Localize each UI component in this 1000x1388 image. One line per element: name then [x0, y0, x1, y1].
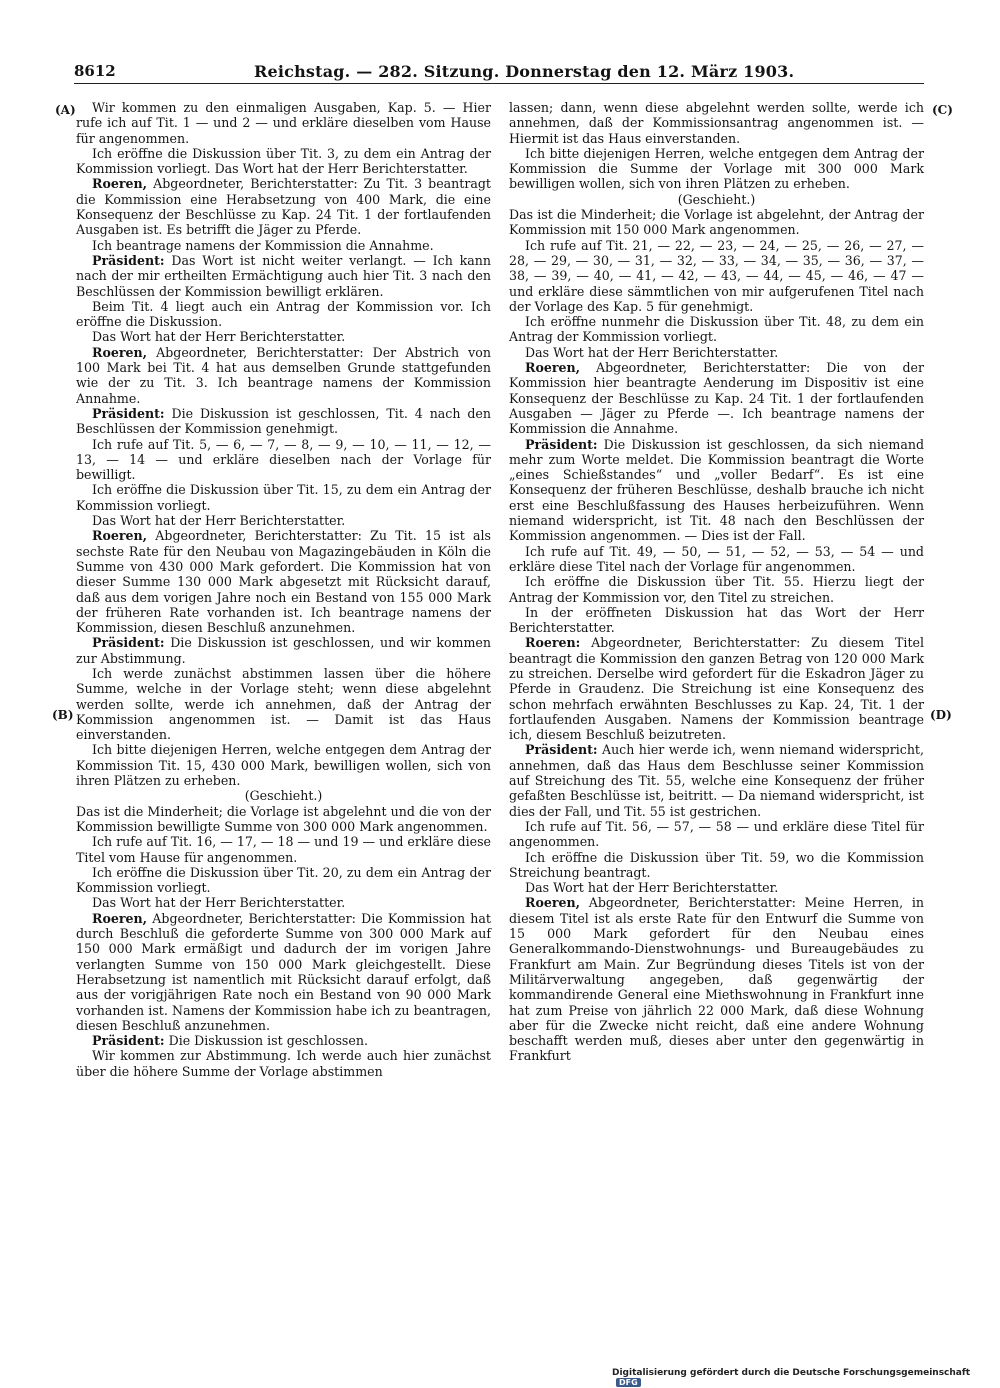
paragraph: [509, 850, 924, 881]
paragraph-text: Ich beantrage namens der Kommission die Annahme.: [92, 237, 434, 253]
paragraph-text: Abgeordneter, Berichterstatter: Die von der Kommission hier beantragte Aenderung im Dispositiv ist eine Konsequenz der Beschlüsse zu Kap. 24 Tit. 1 der fortlaufenden Ausgaben — Jäger zu Pferde —. Ich beantrage namens der Kommission die Annahme.: [509, 360, 924, 437]
paragraph: [76, 834, 491, 865]
speaker-name: Präsident:: [92, 252, 165, 268]
paragraph-text: Auch hier werde ich, wenn niemand widerspricht, annehmen, daß das Haus dem Beschlusse seiner Kommission auf Streichung des Tit. 55, welche eine Konsequenz der früher gefaßten Beschlüsse ist, beitritt. — Da niemand widerspricht, ist dies der Fall, und Tit. 55 ist gestrichen.: [509, 742, 924, 819]
margin-marker-c: (C): [932, 103, 953, 117]
paragraph-text: Das Wort ist nicht weiter verlangt. — Ich kann nach der mir ertheilten Ermächtigung auch hier Tit. 3 nach den Beschlüssen der Kommission bewilligt erklären.: [76, 252, 491, 299]
page-number: 8612: [74, 62, 116, 80]
paragraph: [76, 513, 491, 528]
paragraph-text: Abgeordneter, Berichterstatter: Zu Tit. 15 ist als sechste Rate für den Neubau von Magazingebäuden in Köln die Summe von 430 000 Mark gefordert. Die Kommission hat von dieser Summe 130 000 Mark abgesetzt mit Rücksicht darauf, daß aus dem vorigen Jahre noch ein Bestand von 155 000 Mark der früheren Rate vorhanden ist. Ich beantrage namens der Kommission, diesen Beschluß anzunehmen.: [76, 528, 491, 636]
right-column: [509, 100, 924, 1064]
paragraph: [509, 605, 924, 636]
paragraph-text: Ich rufe auf Tit. 56, — 57, — 58 — und erkläre diese Titel für angenommen.: [509, 818, 924, 850]
paragraph: [76, 911, 491, 1033]
running-title: Reichstag. — 282. Sitzung. Donnerstag den 12. März 1903.: [254, 62, 795, 81]
paragraph: [76, 437, 491, 483]
paragraph: [509, 207, 924, 238]
paragraph-text: Ich bitte diejenigen Herren, welche entgegen dem Antrag der Kommission Tit. 15, 430 000 Mark, bewilligen wollen, sich von ihren Plätzen zu erheben.: [76, 742, 491, 789]
paragraph-text: Das Wort hat der Herr Berichterstatter.: [92, 329, 346, 345]
paragraph-text: Ich werde zunächst abstimmen lassen über die höhere Summe, welche in der Vorlage steht; wenn diese abgelehnt werden sollte, werde ich annehmen, daß der Antrag der Kommission angenommen ist. — Damit ist das Haus einverstanden.: [76, 665, 491, 743]
paragraph: [76, 804, 491, 835]
paragraph: [76, 299, 491, 330]
paragraph-text: Abgeordneter, Berichterstatter: Zu diesem Titel beantragt die Kommission den ganzen Betrag von 120 000 Mark zu streichen. Derselbe wird gefordert für die Eskadron Jäger zu Pferde in Graudenz. Die Streichung ist eine Konsequenz des schon mehrfach erwähnten Beschlusses zu Kap. 24, Tit. 1 der fortlaufenden Ausgaben. Namens der Kommission beantrage ich, diesem Beschluß beizutreten.: [509, 635, 924, 743]
paragraph: [509, 574, 924, 605]
paragraph-text: Abgeordneter, Berichterstatter: Der Abstrich von 100 Mark bei Tit. 4 hat aus demselben Grunde stattgefunden wie der zu Tit. 3. Ich beantrage namens der Kommission Annahme.: [76, 344, 491, 406]
paragraph-text: Abgeordneter, Berichterstatter: Die Kommission hat durch Beschluß die geforderte Summe von 300 000 Mark auf 150 000 Mark ermäßigt und dadurch der im vorigen Jahre verlangten Summe von 150 000 Mark gleichgestellt. Diese Herabsetzung ist namentlich mit Rücksicht darauf erfolgt, daß aus der vorigjährigen Rate noch ein Bestand von 90 000 Mark vorhanden ist. Namens der Kommission habe ich zu beantragen, diesen Beschluß anzunehmen.: [76, 910, 491, 1033]
paragraph: [509, 819, 924, 850]
speaker-name: Präsident:: [525, 742, 598, 758]
paragraph-text: lassen; dann, wenn diese abgelehnt werden sollte, werde ich annehmen, daß der Kommissionsantrag angenommen ist. — Hiermit ist das Haus einverstanden.: [509, 100, 924, 146]
paragraph: [76, 788, 491, 803]
speaker-name: Präsident:: [92, 405, 165, 421]
footer-text: Digitalisierung gefördert durch die Deutsche Forschungsgemeinschaft: [612, 1368, 971, 1378]
header-rule: [74, 83, 924, 84]
speaker-name: Roeren,: [525, 360, 581, 376]
paragraph: [509, 360, 924, 436]
paragraph-text: Die Diskussion ist geschlossen, Tit. 4 nach den Beschlüssen der Kommission genehmigt.: [76, 405, 491, 437]
paragraph-text: (Geschieht.): [677, 191, 756, 207]
speaker-name: Präsident:: [525, 436, 598, 452]
paragraph: [76, 100, 491, 146]
paragraph-text: Beim Tit. 4 liegt auch ein Antrag der Kommission vor. Ich eröffne die Diskussion.: [76, 298, 491, 330]
paragraph-text: Abgeordneter, Berichterstatter: Zu Tit. 3 beantragt die Kommission eine Herabsetzung von 400 Mark, die eine Konsequenz der Beschlüsse zu Kap. 24 Tit. 1 der fortlaufenden Ausgaben ist. Es betrifft die Jäger zu Pferde.: [76, 176, 491, 238]
paragraph: [76, 482, 491, 513]
paragraph: [76, 238, 491, 253]
speaker-name: Roeren:: [525, 635, 581, 651]
paragraph-text: Das ist die Minderheit; die Vorlage ist abgelehnt und die von der Kommission bewilligte Summe von 300 000 Mark angenommen.: [76, 803, 491, 834]
paragraph: [509, 635, 924, 742]
paragraph-text: Das Wort hat der Herr Berichterstatter.: [525, 344, 779, 360]
margin-marker-a: (A): [55, 103, 76, 117]
paragraph: [76, 895, 491, 910]
paragraph-text: Das ist die Minderheit; die Vorlage ist abgelehnt, der Antrag der Kommission mit 150 000 Mark angenommen.: [509, 207, 924, 238]
paragraph: [76, 666, 491, 742]
paragraph-text: Abgeordneter, Berichterstatter: Meine Herren, in diesem Titel ist als erste Rate für den Entwurf die Summe von 15 000 Mark gefordert für den Neubau eines Generalkommando-Dienstwohnungs- und Bureaugebäudes zu Frankfurt am Main. Zur Begründung dieses Titels ist von der Militärverwaltung angegeben, daß gegenwärtig der kommandirende General eine Miethswohnung in Frankfurt inne hat zum Preise von jährlich 22 000 Mark, daß diese Wohnung aber für die Zwecke nicht reicht, daß eine andere Wohnung beschafft werden muß, dieses aber unter den gegenwärtig in Frankfurt: [509, 895, 924, 1064]
paragraph: [76, 345, 491, 406]
paragraph: [76, 742, 491, 788]
paragraph: [76, 329, 491, 344]
paragraph: [509, 895, 924, 1063]
paragraph: [76, 1048, 491, 1079]
speaker-name: Roeren,: [92, 344, 148, 360]
paragraph-text: Ich rufe auf Tit. 21, — 22, — 23, — 24, — 25, — 26, — 27, — 28, — 29, — 30, — 31, — 32, — 33, — 34, — 35, — 36, — 37, — 38, — 39, — 40, — 41, — 42, — 43, — 44, — 45, — 46, — 47 — und erkläre diese sämmtlichen von mir aufgerufenen Titel nach der Vorlage des Kap. 5 für genehmigt.: [509, 237, 924, 314]
paragraph: [509, 880, 924, 895]
paragraph-text: Ich eröffne nunmehr die Diskussion über Tit. 48, zu dem ein Antrag der Kommission vorliegt.: [509, 314, 924, 345]
paragraph-text: Ich rufe auf Tit. 5, — 6, — 7, — 8, — 9, — 10, — 11, — 12, — 13, — 14 — und erkläre dieselben nach der Vorlage für bewilligt.: [76, 436, 491, 483]
footer-credit: [612, 1368, 1000, 1388]
paragraph-text: In der eröffneten Diskussion hat das Wort der Herr Berichterstatter.: [509, 604, 924, 636]
paragraph: [76, 528, 491, 635]
paragraph-text: Die Diskussion ist geschlossen.: [164, 1033, 368, 1049]
paragraph: [509, 238, 924, 314]
paragraph-text: Wir kommen zu den einmaligen Ausgaben, Kap. 5. — Hier rufe ich auf Tit. 1 — und 2 — und erkläre dieselben vom Hause für angenommen.: [76, 100, 491, 146]
dfg-logo: DFG: [616, 1378, 641, 1387]
paragraph-text: Ich eröffne die Diskussion über Tit. 15, zu dem ein Antrag der Kommission vorliegt.: [76, 482, 491, 513]
paragraph: [76, 176, 491, 237]
paragraph: [509, 100, 924, 146]
paragraph: [509, 742, 924, 818]
paragraph: [509, 345, 924, 360]
paragraph: [76, 635, 491, 666]
paragraph-text: (Geschieht.): [244, 788, 323, 804]
paragraph-text: Das Wort hat der Herr Berichterstatter.: [92, 895, 346, 911]
paragraph: [76, 865, 491, 896]
paragraph: [509, 146, 924, 192]
paragraph: [509, 192, 924, 207]
paragraph-text: Das Wort hat der Herr Berichterstatter.: [92, 513, 346, 529]
paragraph-text: Ich eröffne die Diskussion über Tit. 59, wo die Kommission Streichung beantragt.: [509, 849, 924, 880]
paragraph: [509, 544, 924, 575]
left-column: [76, 100, 491, 1079]
speaker-name: Präsident:: [92, 1033, 165, 1049]
speaker-name: Roeren,: [525, 895, 581, 911]
speaker-name: Roeren,: [92, 528, 148, 544]
paragraph: [76, 146, 491, 177]
paragraph-text: Die Diskussion ist geschlossen, und wir kommen zur Abstimmung.: [76, 635, 491, 666]
paragraph: [509, 314, 924, 345]
paragraph-text: Ich bitte diejenigen Herren, welche entgegen dem Antrag der Kommission die Summe der Vorlage mit 300 000 Mark bewilligen wollen, sich von ihren Plätzen zu erheben.: [509, 145, 924, 192]
paragraph-text: Ich rufe auf Tit. 16, — 17, — 18 — und 19 — und erkläre diese Titel vom Hause für angenommen.: [76, 834, 491, 865]
margin-marker-b: (B): [52, 708, 74, 722]
paragraph: [76, 406, 491, 437]
paragraph-text: Wir kommen zur Abstimmung. Ich werde auch hier zunächst über die höhere Summe der Vorlage abstimmen: [76, 1048, 491, 1079]
speaker-name: Roeren,: [92, 176, 148, 192]
speaker-name: Roeren,: [92, 910, 148, 926]
speaker-name: Präsident:: [92, 635, 165, 651]
paragraph: [76, 1033, 491, 1048]
margin-marker-d: (D): [930, 708, 952, 722]
paragraph-text: Ich rufe auf Tit. 49, — 50, — 51, — 52, — 53, — 54 — und erkläre diese Titel nach der Vorlage für angenommen.: [509, 543, 924, 574]
paragraph: [76, 253, 491, 299]
running-header: [74, 62, 924, 84]
paragraph-text: Die Diskussion ist geschlossen, da sich niemand mehr zum Worte meldet. Die Kommission beantragt die Worte „eines Schießstandes“ und „voller Bedarf“. Es ist eine Konsequenz der früheren Beschlüsse, deshalb brauche ich nicht erst eine Beschlußfassung des Hauses herbeizuführen. Wenn niemand widerspricht, ist Tit. 48 nach den Beschlüssen der Kommission angenommen. — Dies ist der Fall.: [509, 436, 924, 544]
paragraph-text: Ich eröffne die Diskussion über Tit. 3, zu dem ein Antrag der Kommission vorliegt. Das Wort hat der Herr Berichterstatter.: [76, 145, 491, 177]
paragraph-text: Das Wort hat der Herr Berichterstatter.: [525, 880, 779, 896]
paragraph-text: Ich eröffne die Diskussion über Tit. 20, zu dem ein Antrag der Kommission vorliegt.: [76, 864, 491, 896]
paragraph: [509, 437, 924, 544]
paragraph-text: Ich eröffne die Diskussion über Tit. 55. Hierzu liegt der Antrag der Kommission vor, den Titel zu streichen.: [509, 574, 924, 605]
